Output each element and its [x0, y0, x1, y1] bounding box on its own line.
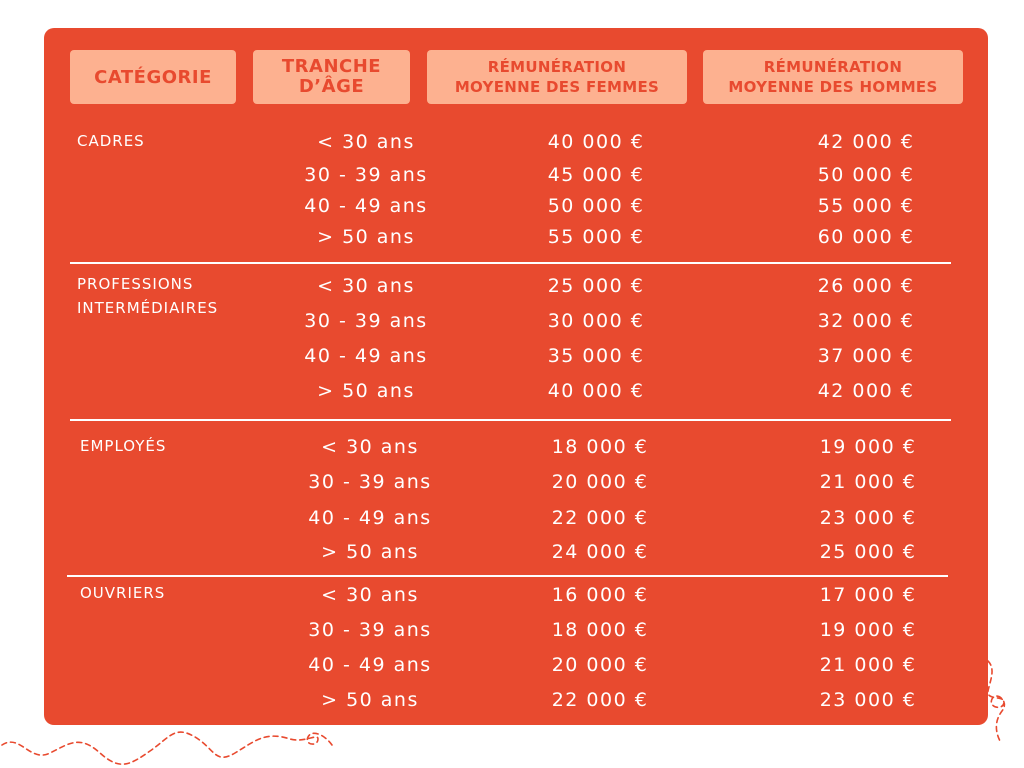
age-cell: < 30 ans: [321, 584, 419, 606]
men-pay-cell: 21 000 €: [819, 471, 917, 493]
men-pay-cell: 19 000 €: [819, 436, 917, 458]
age-cell: < 30 ans: [317, 131, 415, 153]
group-divider: [67, 575, 948, 577]
age-cell: 40 - 49 ans: [308, 507, 432, 529]
men-pay-cell: 55 000 €: [817, 195, 915, 217]
age-cell: 40 - 49 ans: [304, 345, 428, 367]
men-pay-cell: 50 000 €: [817, 164, 915, 186]
age-cell: > 50 ans: [317, 380, 415, 402]
header-women-pay: [427, 50, 687, 104]
salary-table-card: [44, 28, 988, 725]
men-pay-cell: 37 000 €: [817, 345, 915, 367]
men-pay-cell: 23 000 €: [819, 507, 917, 529]
header-women-pay-label: RÉMUNÉRATION MOYENNE DES FEMMES: [454, 58, 660, 96]
header-category: [70, 50, 236, 104]
men-pay-cell: 19 000 €: [819, 619, 917, 641]
women-pay-cell: 24 000 €: [551, 541, 649, 563]
women-pay-cell: 16 000 €: [551, 584, 649, 606]
age-cell: 30 - 39 ans: [308, 619, 432, 641]
women-pay-cell: 18 000 €: [551, 619, 649, 641]
women-pay-cell: 22 000 €: [551, 689, 649, 711]
women-pay-cell: 20 000 €: [551, 471, 649, 493]
women-pay-cell: 40 000 €: [547, 380, 645, 402]
dashed-squiggle-decoration: [0, 715, 340, 768]
women-pay-cell: 25 000 €: [547, 275, 645, 297]
women-pay-cell: 40 000 €: [547, 131, 645, 153]
category-label: CADRES: [77, 132, 145, 150]
age-cell: 40 - 49 ans: [308, 654, 432, 676]
age-cell: < 30 ans: [317, 275, 415, 297]
men-pay-cell: 42 000 €: [817, 131, 915, 153]
men-pay-cell: 17 000 €: [819, 584, 917, 606]
men-pay-cell: 21 000 €: [819, 654, 917, 676]
category-label: EMPLOYÉS: [80, 437, 167, 455]
age-cell: 30 - 39 ans: [308, 471, 432, 493]
group-divider: [70, 262, 951, 264]
age-cell: > 50 ans: [321, 689, 419, 711]
women-pay-cell: 22 000 €: [551, 507, 649, 529]
header-age-range-label: TRANCHE D’ÂGE: [281, 56, 382, 97]
header-age-range: [253, 50, 410, 104]
women-pay-cell: 50 000 €: [547, 195, 645, 217]
men-pay-cell: 32 000 €: [817, 310, 915, 332]
header-men-pay: [703, 50, 963, 104]
age-cell: < 30 ans: [321, 436, 419, 458]
women-pay-cell: 18 000 €: [551, 436, 649, 458]
women-pay-cell: 45 000 €: [547, 164, 645, 186]
category-label: OUVRIERS: [80, 584, 166, 602]
age-cell: 30 - 39 ans: [304, 310, 428, 332]
dashed-loop-decoration: [984, 655, 1024, 750]
men-pay-cell: 60 000 €: [817, 226, 915, 248]
men-pay-cell: 25 000 €: [819, 541, 917, 563]
age-cell: > 50 ans: [317, 226, 415, 248]
women-pay-cell: 35 000 €: [547, 345, 645, 367]
age-cell: 40 - 49 ans: [304, 195, 428, 217]
header-men-pay-label: RÉMUNÉRATION MOYENNE DES HOMMES: [728, 58, 938, 96]
men-pay-cell: 26 000 €: [817, 275, 915, 297]
men-pay-cell: 23 000 €: [819, 689, 917, 711]
header-category-label: CATÉGORIE: [94, 66, 212, 88]
group-divider: [70, 419, 951, 421]
women-pay-cell: 20 000 €: [551, 654, 649, 676]
women-pay-cell: 30 000 €: [547, 310, 645, 332]
age-cell: 30 - 39 ans: [304, 164, 428, 186]
age-cell: > 50 ans: [321, 541, 419, 563]
men-pay-cell: 42 000 €: [817, 380, 915, 402]
women-pay-cell: 55 000 €: [547, 226, 645, 248]
category-label: PROFESSIONS INTERMÉDIAIRES: [77, 275, 219, 317]
